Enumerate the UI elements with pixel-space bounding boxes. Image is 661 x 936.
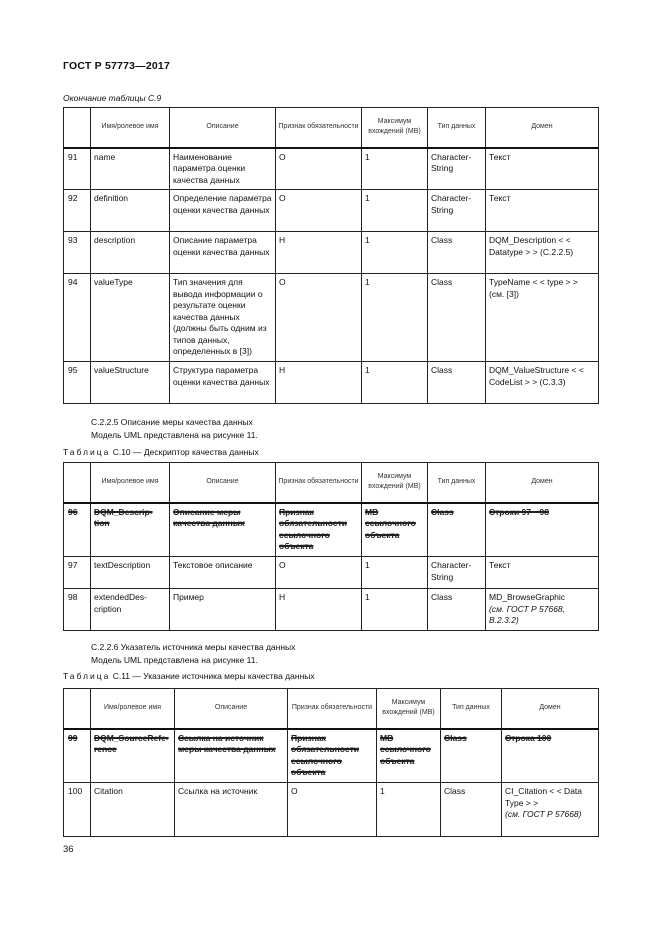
col-num [64, 108, 91, 148]
table-row: 95 valueStructure Структура параметра оценки качества данных Н 1 Class DQM_ValueStructure < < CodeList > > (C.3.3) [64, 362, 599, 404]
col-max-occurrence: Максимум вхождений (MB) [377, 689, 441, 729]
col-datatype: Тип данных [441, 689, 502, 729]
col-obligation: Признак обязательности [276, 463, 362, 503]
col-name: Имя/ролевое имя [91, 689, 175, 729]
section-c226-title: С.2.2.6 Указатель источника меры качества данных [91, 642, 296, 652]
col-name: Имя/ролевое имя [91, 463, 170, 503]
table-c11-caption: Таблица С.11 — Указание источника меры качества данных [63, 671, 315, 681]
table-c10 [63, 462, 599, 631]
col-description: Описание [170, 463, 276, 503]
table-header-row [64, 689, 599, 729]
section-c226-note: Модель UML представлена на рисунке 11. [91, 655, 258, 665]
table-c11 [63, 688, 599, 837]
table-row: 92 definition Определение параметра оценки качества данных О 1 Character-String Текст [64, 190, 599, 232]
table-row: 94 valueType Тип значения для вывода информации о результате оценки качества данных (должны быть одним из типов данных, определенных в [3]) О 1 Class TypeName < < type > > (см. [3]) [64, 274, 599, 362]
page-number: 36 [63, 844, 74, 855]
section-c225-note: Модель UML представлена на рисунке 11. [91, 430, 258, 440]
table-row: 91 name Наименование параметра оценки качества данных О 1 Character-String Текст [64, 148, 599, 190]
col-domain: Домен [502, 689, 599, 729]
table-c9 [63, 107, 599, 404]
col-num [64, 463, 91, 503]
col-datatype: Тип данных [428, 463, 486, 503]
table-row: 100 Citation Ссылка на источник О 1 Class CI_Citation < < Data Type > > (см. ГОСТ Р 57668) [64, 783, 599, 837]
col-num [64, 689, 91, 729]
table-header-row [64, 463, 599, 503]
col-obligation: Признак обязательности [276, 108, 362, 148]
col-name: Имя/ролевое имя [91, 108, 170, 148]
col-obligation: Признак обязательности [288, 689, 377, 729]
table-row: 97 textDescription Текстовое описание О 1 Character-String Текст [64, 557, 599, 589]
table-row: 98 extendedDes-cription Пример Н 1 Class MD_BrowseGraphic (см. ГОСТ Р 57668, B.2.3.2) [64, 589, 599, 631]
col-datatype: Тип данных [428, 108, 486, 148]
table-c9-caption: Окончание таблицы С.9 [63, 93, 162, 103]
col-description: Описание [175, 689, 288, 729]
col-description: Описание [170, 108, 276, 148]
table-row: 96 DQM_Descrip-tion Описание меры качества данных Признак обязательности ссылочного объекта MB ссылочного объекта Class Строки 97—98 [64, 503, 599, 557]
table-row: 93 description Описание параметра оценки качества данных Н 1 Class DQM_Description < < Datatype > > (C.2.2.5) [64, 232, 599, 274]
table-c10-caption: Таблица С.10 — Дескриптор качества данных [63, 447, 259, 457]
document-header: ГОСТ Р 57773—2017 [63, 60, 171, 72]
col-max-occurrence: Максимум вхождений (MB) [362, 108, 428, 148]
col-max-occurrence: Максимум вхождений (MB) [362, 463, 428, 503]
table-header-row [64, 108, 599, 148]
table-row: 99 DQM_SourceRefe-rence Ссылка на источник меры качества данных Признак обязательности ссылочного объекта MB ссылочного объекта Class Строка 100 [64, 729, 599, 783]
section-c225-title: С.2.2.5 Описание меры качества данных [91, 417, 253, 427]
col-domain: Домен [486, 463, 599, 503]
col-domain: Домен [486, 108, 599, 148]
